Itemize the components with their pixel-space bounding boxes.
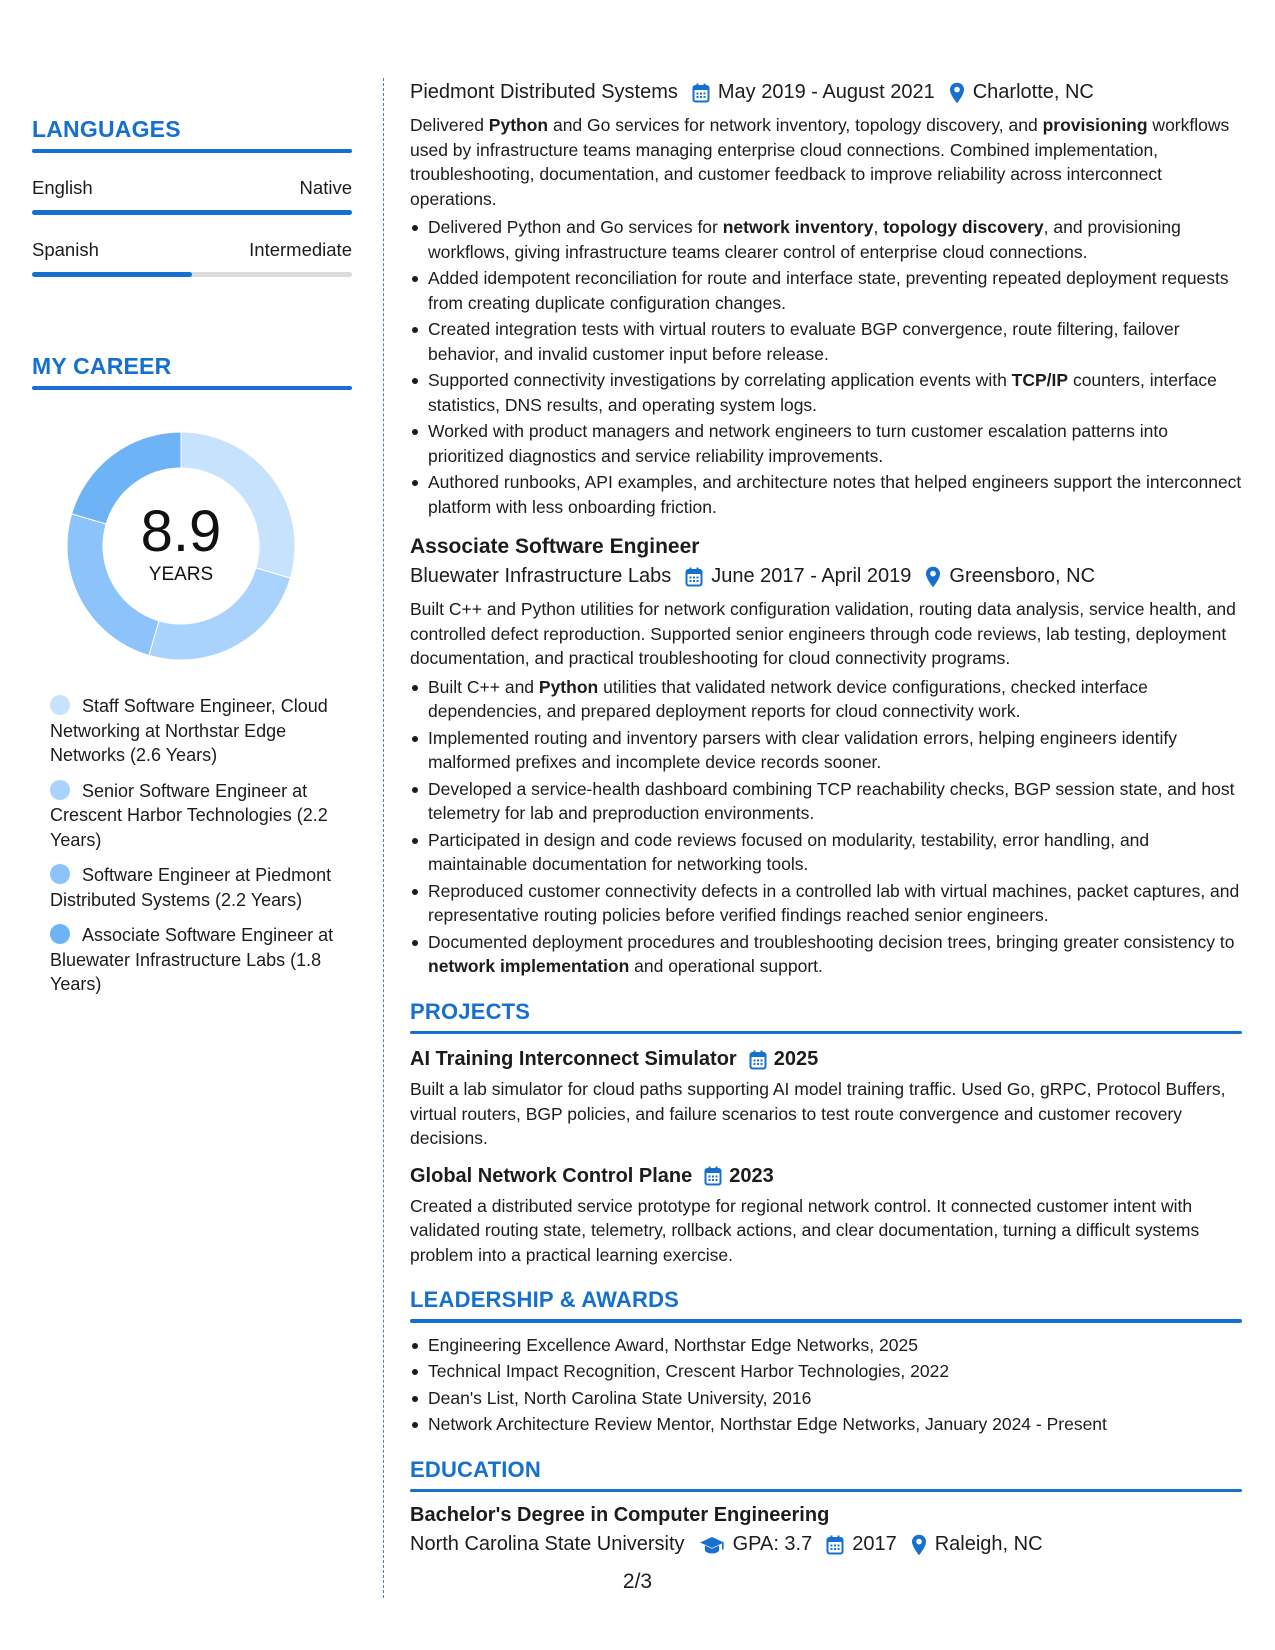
job-summary: Delivered Python and Go services for network inventory, topology discovery, and provisioning workflows used by infrastructure teams managing enterprise cloud connections. Combined implementation, troubleshooting, documentation, and customer feedback to improve reliability across interconnect operations. bbox=[410, 115, 1230, 209]
language-name: Spanish bbox=[32, 239, 99, 260]
education-heading: EDUCATION bbox=[410, 1456, 541, 1482]
page-number: 2/3 bbox=[622, 1570, 653, 1593]
bullet-item: Developed a service-health dashboard combining TCP reachability checks, BGP session state, and host telemetry for lab and preproduction environments. bbox=[410, 777, 1242, 826]
job-location: Greensboro, NC bbox=[949, 565, 1096, 587]
job-company: Bluewater Infrastructure Labs bbox=[410, 565, 672, 587]
legend-dot-icon bbox=[50, 924, 70, 944]
education-heading-rule bbox=[410, 1489, 1242, 1493]
map-pin-icon bbox=[949, 82, 965, 104]
career-legend-label: Senior Software Engineer at Crescent Harbor Technologies (2.2 Years) bbox=[50, 780, 328, 850]
legend-dot-icon bbox=[50, 780, 70, 800]
projects-heading-rule bbox=[410, 1031, 1242, 1035]
projects-section bbox=[410, 999, 1242, 1268]
bullet-item: Supported connectivity investigations by correlating application events with TCP/IP counters, interface statistics, DNS results, and operating system logs. bbox=[410, 368, 1242, 417]
bullet-item: Created integration tests with virtual routers to evaluate BGP convergence, route filtering, failover behavior, and invalid customer input before release. bbox=[410, 317, 1242, 366]
career-legend-label: Software Engineer at Piedmont Distributed Systems (2.2 Years) bbox=[50, 865, 332, 910]
language-proficiency-bar bbox=[32, 210, 352, 215]
graduation-cap-icon bbox=[699, 1535, 725, 1555]
languages-heading: LANGUAGES bbox=[32, 116, 181, 142]
main-content bbox=[410, 81, 1242, 1556]
career-legend-item bbox=[50, 779, 340, 853]
project-year: 2025 bbox=[773, 1048, 819, 1070]
project-name: Global Network Control Plane bbox=[410, 1164, 693, 1187]
bullet-item: Implemented routing and inventory parsers with clear validation errors, helping engineers identify malformed prefixes and incomplete device records sooner. bbox=[410, 726, 1242, 775]
language-level: Intermediate bbox=[249, 239, 352, 260]
job-dates: June 2017 - April 2019 bbox=[711, 565, 912, 587]
education-location: Raleigh, NC bbox=[934, 1533, 1043, 1555]
career-total-unit: YEARS bbox=[148, 564, 214, 585]
bullet-item: Added idempotent reconciliation for route and interface state, preventing repeated deployment requests from creating duplicate configuration changes. bbox=[410, 266, 1242, 315]
career-heading-rule bbox=[32, 386, 352, 390]
languages-heading-rule bbox=[32, 149, 352, 153]
career-heading: MY CAREER bbox=[32, 353, 172, 379]
awards-section bbox=[410, 1287, 1242, 1437]
career-donut-chart bbox=[67, 432, 295, 660]
award-item: Technical Impact Recognition, Crescent Harbor Technologies, 2022 bbox=[410, 1359, 1242, 1384]
bullet-item: Authored runbooks, API examples, and architecture notes that helped engineers support the interconnect platform with less onboarding friction. bbox=[410, 470, 1242, 519]
calendar-icon bbox=[826, 1535, 844, 1555]
calendar-icon bbox=[685, 567, 703, 587]
awards-list bbox=[410, 1333, 1242, 1437]
project-header bbox=[410, 1165, 1242, 1188]
career-legend-label: Staff Software Engineer, Cloud Networking at Northstar Edge Networks (2.6 Years) bbox=[50, 696, 328, 765]
career-legend-item bbox=[50, 863, 340, 912]
job-dates: May 2019 - August 2021 bbox=[717, 81, 935, 103]
project-description: Built a lab simulator for cloud paths supporting AI model training traffic. Used Go, gRPC, Protocol Buffers, virtual routers, BGP policies, and failure scenarios to test route convergence and customer recovery decisions. bbox=[410, 1079, 1226, 1148]
education-degree: Bachelor's Degree in Computer Engineering bbox=[410, 1504, 830, 1526]
calendar-icon bbox=[749, 1050, 767, 1070]
career-total-years: 8.9 bbox=[140, 499, 222, 564]
bullet-item: Delivered Python and Go services for network inventory, topology discovery, and provisioning workflows, giving infrastructure teams clearer control of enterprise cloud connections. bbox=[410, 215, 1242, 264]
job-summary: Built C++ and Python utilities for network configuration validation, routing data analysis, service health, and controlled defect reproduction. Supported senior engineers through code reviews, lab testing, deployment documentation, and practical troubleshooting for cloud connectivity programs. bbox=[410, 599, 1236, 668]
project-description: Created a distributed service prototype for regional network control. It connected customer intent with validated routing state, telemetry, rollback actions, and clear documentation, turning a difficult systems problem into a practical learning exercise. bbox=[410, 1195, 1200, 1265]
awards-heading-rule bbox=[410, 1319, 1242, 1323]
language-level: Native bbox=[299, 177, 352, 198]
awards-heading: LEADERSHIP & AWARDS bbox=[410, 1287, 680, 1312]
award-item: Dean's List, North Carolina State University, 2016 bbox=[410, 1386, 1242, 1411]
job-meta bbox=[410, 81, 1242, 104]
bullet-item: Built C++ and Python utilities that validated network device configurations, checked interface dependencies, and prepared deployment reports for cloud connectivity work. bbox=[410, 675, 1242, 724]
project-header bbox=[410, 1048, 1242, 1071]
language-name: English bbox=[32, 177, 93, 198]
bullet-item: Documented deployment procedures and troubleshooting decision trees, bringing greater consistency to network implementation and operational support. bbox=[410, 930, 1242, 979]
career-legend-label: Associate Software Engineer at Bluewater Infrastructure Labs (1.8 Years) bbox=[50, 925, 334, 994]
calendar-icon bbox=[692, 83, 710, 103]
project-year: 2023 bbox=[729, 1164, 774, 1187]
education-meta bbox=[410, 1533, 1242, 1556]
education-gpa: GPA: 3.7 bbox=[732, 1533, 813, 1555]
calendar-icon bbox=[704, 1166, 722, 1186]
career-legend-item bbox=[50, 694, 340, 768]
career-legend-item bbox=[50, 923, 340, 997]
donut-center bbox=[67, 432, 295, 660]
language-proficiency-fill bbox=[32, 272, 192, 277]
bullet-item: Reproduced customer connectivity defects in a controlled lab with virtual machines, packet captures, and representative routing policies before verified findings reached senior engineers. bbox=[410, 879, 1242, 928]
language-proficiency-bar bbox=[32, 272, 352, 277]
award-item: Engineering Excellence Award, Northstar Edge Networks, 2025 bbox=[410, 1333, 1242, 1358]
language-item bbox=[32, 177, 352, 215]
map-pin-icon bbox=[925, 566, 941, 588]
job-bullets bbox=[410, 675, 1242, 979]
job-company: Piedmont Distributed Systems bbox=[410, 81, 678, 103]
column-divider bbox=[383, 78, 384, 1598]
projects-heading: PROJECTS bbox=[410, 998, 531, 1024]
education-section bbox=[410, 1457, 1242, 1557]
job-location: Charlotte, NC bbox=[972, 81, 1094, 103]
education-school: North Carolina State University bbox=[410, 1533, 685, 1555]
award-item: Network Architecture Review Mentor, Northstar Edge Networks, January 2024 - Present bbox=[410, 1412, 1242, 1437]
map-pin-icon bbox=[911, 1534, 927, 1556]
job-title: Associate Software Engineer bbox=[410, 535, 700, 558]
career-legend bbox=[50, 694, 340, 997]
legend-dot-icon bbox=[50, 864, 70, 884]
bullet-item: Worked with product managers and network engineers to turn customer escalation patterns into prioritized diagnostics and service reliability improvements. bbox=[410, 419, 1242, 468]
language-item bbox=[32, 239, 352, 277]
education-year: 2017 bbox=[852, 1533, 897, 1555]
legend-dot-icon bbox=[50, 695, 70, 715]
job-meta bbox=[410, 565, 1242, 588]
language-proficiency-fill bbox=[32, 210, 352, 215]
bullet-item: Participated in design and code reviews focused on modularity, testability, error handling, and maintainable documentation for networking tools. bbox=[410, 828, 1242, 877]
sidebar bbox=[32, 116, 352, 1008]
project-name: AI Training Interconnect Simulator bbox=[410, 1048, 737, 1070]
job-bullets bbox=[410, 215, 1242, 519]
